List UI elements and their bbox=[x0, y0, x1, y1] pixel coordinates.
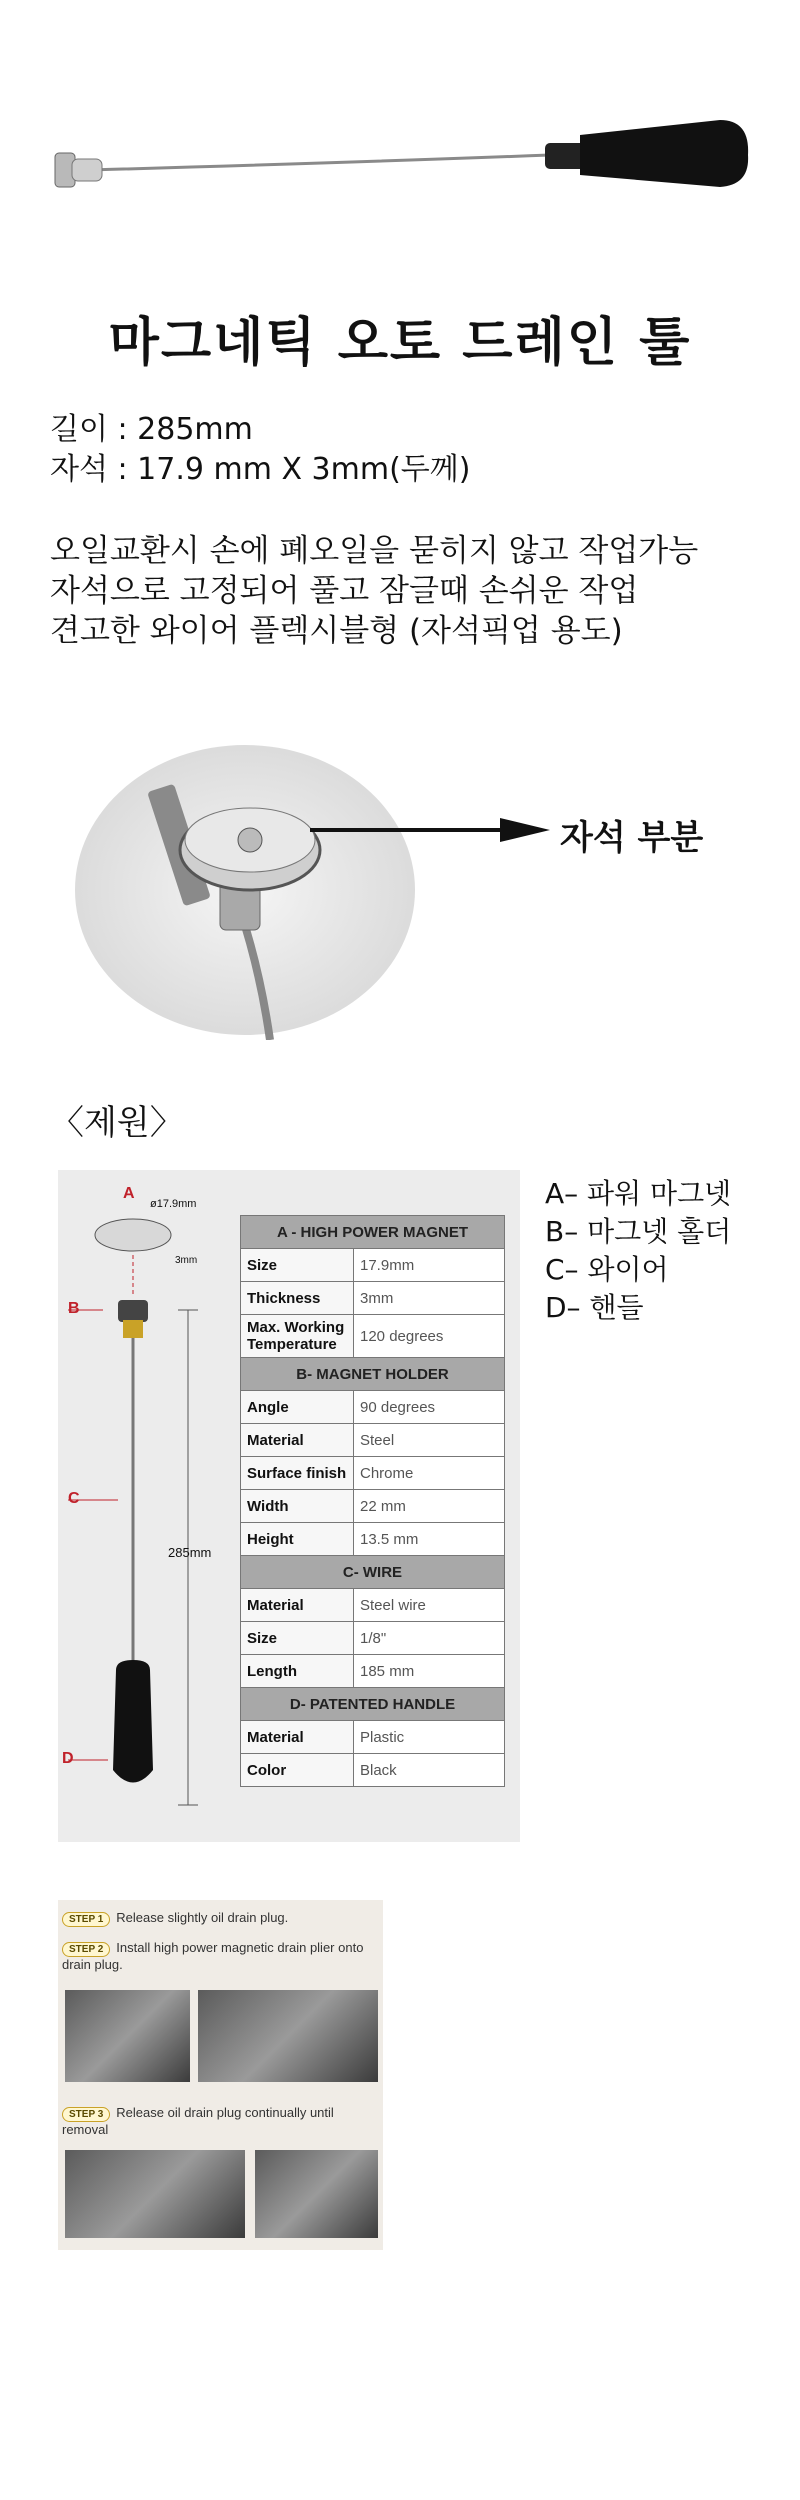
length-spec: 길이 : 285mm bbox=[50, 412, 253, 447]
legend-item: C– 와이어 bbox=[545, 1253, 669, 1286]
legend-item: D– 핸들 bbox=[545, 1291, 644, 1324]
spec-row bbox=[241, 1457, 505, 1490]
spec-key: Color bbox=[241, 1754, 354, 1787]
spec-row bbox=[241, 1622, 505, 1655]
spec-row bbox=[241, 1655, 505, 1688]
spec-section-title: B- MAGNET HOLDER bbox=[241, 1358, 505, 1391]
spec-key: Max. Working Temperature bbox=[241, 1315, 354, 1358]
spec-section-header bbox=[241, 1556, 505, 1589]
spec-value: Plastic bbox=[354, 1721, 505, 1754]
magnet-part-label: 자석 부분 bbox=[560, 818, 704, 858]
spec-row bbox=[241, 1754, 505, 1787]
spec-row bbox=[241, 1249, 505, 1282]
spec-row bbox=[241, 1490, 505, 1523]
spec-value: 17.9mm bbox=[354, 1249, 505, 1282]
spec-value: Steel wire bbox=[354, 1589, 505, 1622]
spec-key: Height bbox=[241, 1523, 354, 1556]
spec-key: Surface finish bbox=[241, 1457, 354, 1490]
page-title: 마그네틱 오토 드레인 툴 bbox=[108, 313, 692, 373]
section-title: 〈제원〉 bbox=[50, 1103, 184, 1143]
step-text: Install high power magnetic drain plier onto drain plug. bbox=[62, 1940, 364, 1972]
step-row bbox=[62, 2105, 382, 2137]
spec-section-title: A - HIGH POWER MAGNET bbox=[241, 1216, 505, 1249]
arrow-icon bbox=[310, 815, 550, 845]
diameter-label: ø17.9mm bbox=[150, 1198, 197, 1210]
product-image bbox=[40, 115, 760, 225]
spec-value: 13.5 mm bbox=[354, 1523, 505, 1556]
spec-section-header bbox=[241, 1358, 505, 1391]
diagram-letter-a: A bbox=[123, 1185, 135, 1202]
total-length-label: 285mm bbox=[168, 1545, 212, 1560]
step-row bbox=[62, 1940, 377, 1972]
spec-section-header bbox=[241, 1688, 505, 1721]
spec-row bbox=[241, 1315, 505, 1358]
spec-value: 90 degrees bbox=[354, 1391, 505, 1424]
spec-value: 3mm bbox=[354, 1282, 505, 1315]
spec-value: Steel bbox=[354, 1424, 505, 1457]
step-badge: STEP 3 bbox=[62, 2107, 110, 2122]
spec-row bbox=[241, 1721, 505, 1754]
step-photo bbox=[198, 1990, 378, 2082]
spec-row bbox=[241, 1391, 505, 1424]
spec-key: Size bbox=[241, 1622, 354, 1655]
step-photo bbox=[65, 1990, 190, 2082]
spec-key: Material bbox=[241, 1424, 354, 1457]
legend-item: B– 마그넷 홀더 bbox=[545, 1215, 732, 1248]
diagram-letter-c: C bbox=[68, 1490, 80, 1507]
spec-key: Material bbox=[241, 1721, 354, 1754]
spec-value: 1/8" bbox=[354, 1622, 505, 1655]
spec-key: Thickness bbox=[241, 1282, 354, 1315]
spec-value: 22 mm bbox=[354, 1490, 505, 1523]
step-badge: STEP 2 bbox=[62, 1942, 110, 1957]
thickness-label: 3mm bbox=[175, 1255, 198, 1266]
spec-key: Material bbox=[241, 1589, 354, 1622]
spec-row bbox=[241, 1589, 505, 1622]
step-photo bbox=[65, 2150, 245, 2238]
tool-diagram bbox=[58, 1170, 238, 1842]
spec-section-title: D- PATENTED HANDLE bbox=[241, 1688, 505, 1721]
step-text: Release oil drain plug continually until removal bbox=[62, 2105, 334, 2137]
diagram-letter-b: B bbox=[68, 1300, 80, 1317]
legend-item: A– 파워 마그넷 bbox=[545, 1177, 732, 1210]
description-line: 견고한 와이어 플렉시블형 (자석픽업 용도) bbox=[50, 613, 623, 649]
description-line: 자석으로 고정되어 풀고 잠글때 손쉬운 작업 bbox=[50, 573, 639, 609]
magnet-spec: 자석 : 17.9 mm X 3mm(두께) bbox=[50, 452, 471, 487]
spec-value: 185 mm bbox=[354, 1655, 505, 1688]
spec-key: Width bbox=[241, 1490, 354, 1523]
spec-section-title: C- WIRE bbox=[241, 1556, 505, 1589]
spec-key: Size bbox=[241, 1249, 354, 1282]
step-text: Release slightly oil drain plug. bbox=[116, 1910, 289, 1925]
spec-row bbox=[241, 1282, 505, 1315]
step-photo bbox=[255, 2150, 378, 2238]
spec-row bbox=[241, 1424, 505, 1457]
step-badge: STEP 1 bbox=[62, 1912, 110, 1927]
description-line: 오일교환시 손에 폐오일을 묻히지 않고 작업가능 bbox=[50, 533, 699, 569]
spec-section-header bbox=[241, 1216, 505, 1249]
spec-value: 120 degrees bbox=[354, 1315, 505, 1358]
diagram-letter-d: D bbox=[62, 1750, 74, 1767]
spec-key: Length bbox=[241, 1655, 354, 1688]
spec-value: Chrome bbox=[354, 1457, 505, 1490]
magnet-closeup-image bbox=[70, 740, 420, 1040]
spec-row bbox=[241, 1523, 505, 1556]
spec-value: Black bbox=[354, 1754, 505, 1787]
spec-key: Angle bbox=[241, 1391, 354, 1424]
step-row bbox=[62, 1910, 377, 1927]
spec-table bbox=[240, 1215, 505, 1787]
